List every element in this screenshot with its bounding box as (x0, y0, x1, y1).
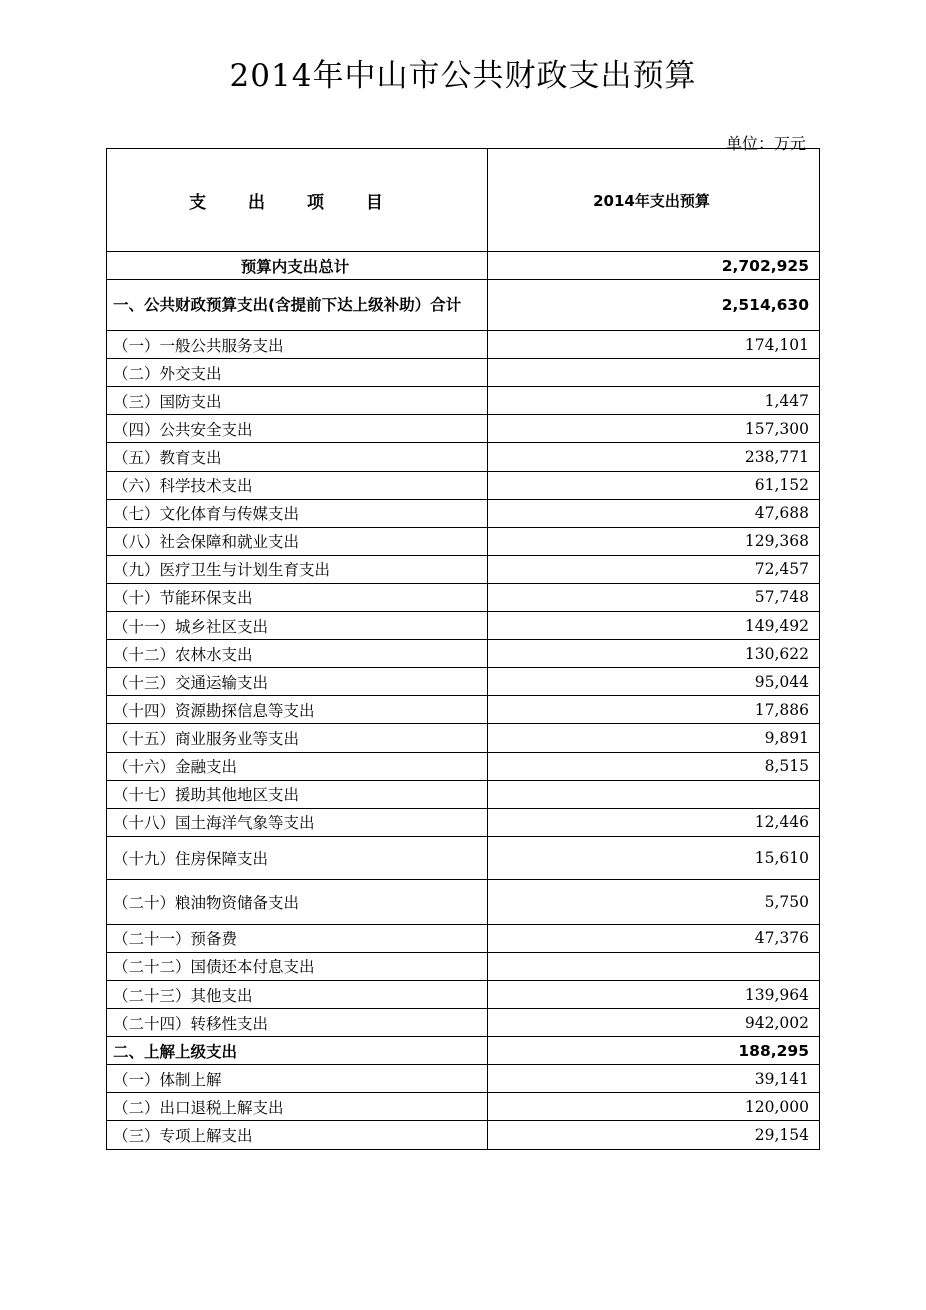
table-row (107, 924, 820, 952)
table-row (107, 555, 820, 583)
table-row (107, 612, 820, 640)
section2-label: 二、上解上级支出 (107, 1037, 488, 1065)
item-value: 139,964 (488, 980, 820, 1008)
item-value: 8,515 (488, 752, 820, 780)
item-value: 174,101 (488, 331, 820, 359)
item-value: 942,002 (488, 1009, 820, 1037)
item-label: （十四）资源勘探信息等支出 (107, 696, 488, 724)
total-row (107, 252, 820, 280)
table-row (107, 836, 820, 879)
item-label: （十一）城乡社区支出 (107, 612, 488, 640)
item-value (488, 780, 820, 808)
section2-value: 188,295 (488, 1037, 820, 1065)
table-row (107, 443, 820, 471)
table-row (107, 527, 820, 555)
item-label: （十六）金融支出 (107, 752, 488, 780)
item-label: （三）专项上解支出 (107, 1121, 488, 1149)
item-value: 95,044 (488, 668, 820, 696)
table-header-row (107, 149, 820, 252)
section1-value: 2,514,630 (488, 280, 820, 331)
item-value: 149,492 (488, 612, 820, 640)
table-row (107, 724, 820, 752)
item-value: 1,447 (488, 387, 820, 415)
item-value: 72,457 (488, 555, 820, 583)
item-value: 17,886 (488, 696, 820, 724)
item-label: （二十三）其他支出 (107, 980, 488, 1008)
item-value: 12,446 (488, 808, 820, 836)
item-label: （十二）农林水支出 (107, 640, 488, 668)
item-value: 129,368 (488, 527, 820, 555)
table-row (107, 780, 820, 808)
item-label: （二）出口退税上解支出 (107, 1093, 488, 1121)
item-value: 5,750 (488, 879, 820, 924)
item-label: （二十一）预备费 (107, 924, 488, 952)
item-label: （十八）国土海洋气象等支出 (107, 808, 488, 836)
item-value: 9,891 (488, 724, 820, 752)
table-row (107, 879, 820, 924)
table-row (107, 1121, 820, 1149)
table-row (107, 331, 820, 359)
item-value: 47,376 (488, 924, 820, 952)
table-row (107, 583, 820, 611)
item-label: （六）科学技术支出 (107, 471, 488, 499)
item-label: （二）外交支出 (107, 359, 488, 387)
item-label: （五）教育支出 (107, 443, 488, 471)
table-row (107, 1065, 820, 1093)
section1-row (107, 280, 820, 331)
item-label: （九）医疗卫生与计划生育支出 (107, 555, 488, 583)
table-row (107, 415, 820, 443)
item-value: 15,610 (488, 836, 820, 879)
item-label: （八）社会保障和就业支出 (107, 527, 488, 555)
table-row (107, 640, 820, 668)
page-title: 2014年中山市公共财政支出预算 (229, 58, 697, 94)
table-row (107, 1009, 820, 1037)
item-label: （七）文化体育与传媒支出 (107, 499, 488, 527)
item-label: （一）一般公共服务支出 (107, 331, 488, 359)
table-row (107, 952, 820, 980)
item-value: 39,141 (488, 1065, 820, 1093)
table-row (107, 668, 820, 696)
table-row (107, 696, 820, 724)
item-value: 61,152 (488, 471, 820, 499)
item-value: 120,000 (488, 1093, 820, 1121)
item-value: 130,622 (488, 640, 820, 668)
item-value: 29,154 (488, 1121, 820, 1149)
item-value: 57,748 (488, 583, 820, 611)
item-label: （二十四）转移性支出 (107, 1009, 488, 1037)
item-label: （十九）住房保障支出 (107, 836, 488, 879)
budget-table (106, 148, 820, 1150)
item-value (488, 952, 820, 980)
item-value (488, 359, 820, 387)
item-value: 47,688 (488, 499, 820, 527)
table-row (107, 752, 820, 780)
total-value: 2,702,925 (488, 252, 820, 280)
item-label: （十）节能环保支出 (107, 583, 488, 611)
section2-row (107, 1037, 820, 1065)
item-value: 157,300 (488, 415, 820, 443)
table-row (107, 808, 820, 836)
item-label: （十三）交通运输支出 (107, 668, 488, 696)
item-label: （三）国防支出 (107, 387, 488, 415)
table-row (107, 359, 820, 387)
table-row (107, 471, 820, 499)
section1-label: 一、公共财政预算支出(含提前下达上级补助）合计 (107, 280, 488, 331)
header-item-column: 支 出 项 目 (107, 149, 488, 252)
item-label: （十七）援助其他地区支出 (107, 780, 488, 808)
item-value: 238,771 (488, 443, 820, 471)
table-row (107, 499, 820, 527)
total-label: 预算内支出总计 (107, 252, 488, 280)
table-row (107, 980, 820, 1008)
item-label: （二十二）国债还本付息支出 (107, 952, 488, 980)
item-label: （四）公共安全支出 (107, 415, 488, 443)
header-budget-column: 2014年支出预算 (488, 149, 820, 252)
table-row (107, 1093, 820, 1121)
unit-label: 单位：万元 (725, 134, 806, 153)
table-row (107, 387, 820, 415)
item-label: （一）体制上解 (107, 1065, 488, 1093)
item-label: （十五）商业服务业等支出 (107, 724, 488, 752)
item-label: （二十）粮油物资储备支出 (107, 879, 488, 924)
